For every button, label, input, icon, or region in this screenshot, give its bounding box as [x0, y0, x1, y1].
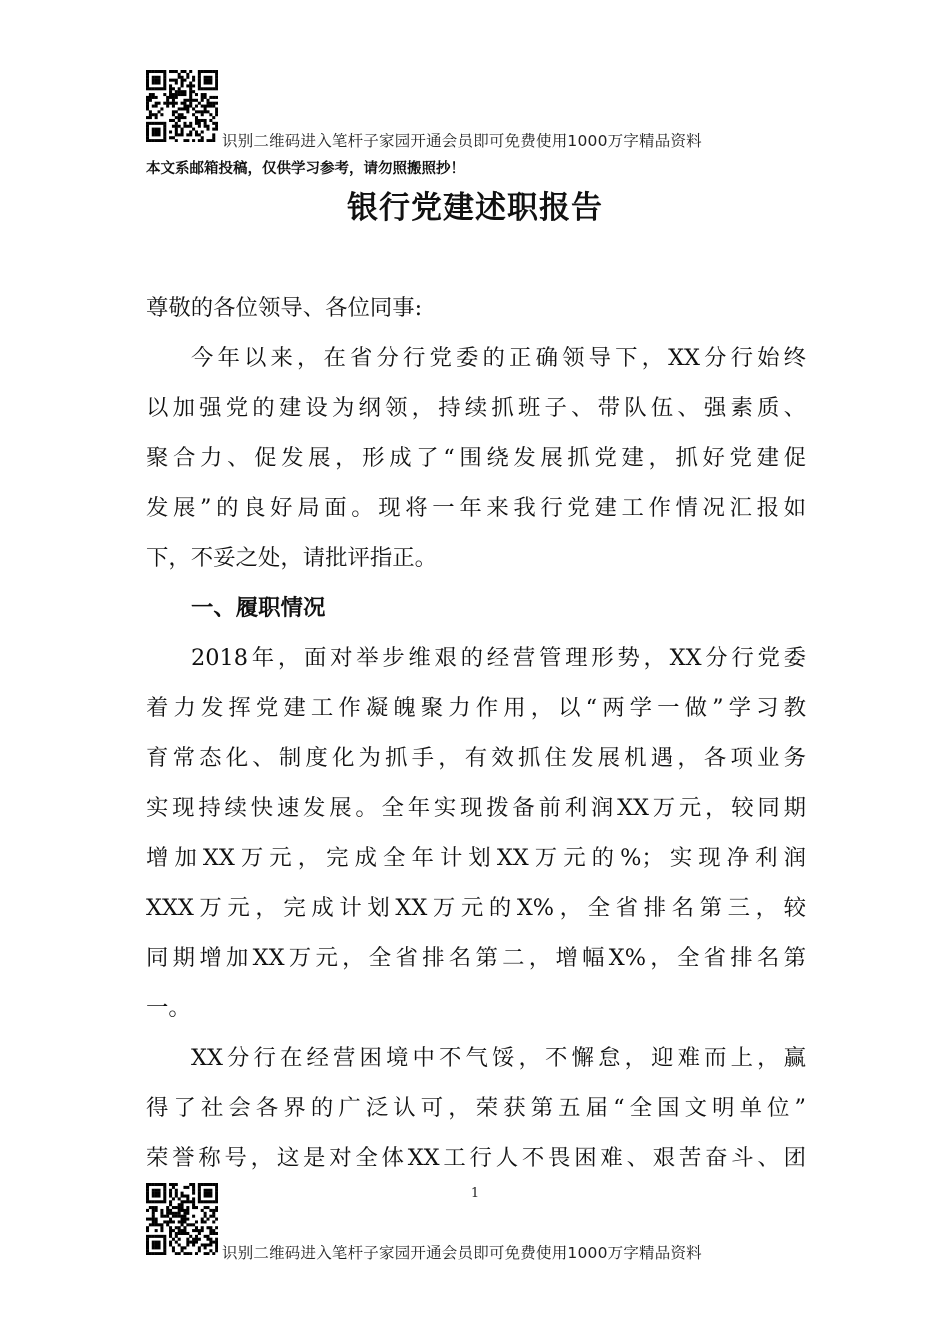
qr-code-icon [146, 1183, 218, 1255]
paragraph-line: 得了社会各界的广泛认可，荣获第五届“全国文明单位” [146, 1095, 806, 1121]
paragraph-line: 一。 [146, 995, 191, 1021]
section-heading: 一、履职情况 [191, 595, 326, 621]
footer-promo-text: 识别二维码进入笔杆子家园开通会员即可免费使用1000万字精品资料 [222, 1244, 702, 1262]
salutation-line: 尊敬的各位领导、各位同事: [146, 295, 423, 321]
paragraph-line: 增加XX万元，完成全年计划XX万元的%；实现净利润 [146, 845, 806, 871]
qr-code-icon [146, 70, 218, 142]
paragraph-line: 2018年，面对举步维艰的经营管理形势，XX分行党委 [191, 645, 806, 671]
document-title: 银行党建述职报告 [347, 190, 603, 226]
paragraph-line: 今年以来，在省分行党委的正确领导下，XX分行始终 [191, 345, 806, 371]
paragraph-line: XXX万元，完成计划XX万元的X%，全省排名第三，较 [146, 895, 806, 921]
paragraph-line: 荣誉称号，这是对全体XX工行人不畏困难、艰苦奋斗、团 [146, 1145, 806, 1171]
paragraph-line: 着力发挥党建工作凝魄聚力作用，以“两学一做”学习教 [146, 695, 806, 721]
paragraph-line: 聚合力、促发展，形成了“围绕发展抓党建，抓好党建促 [146, 445, 806, 471]
paragraph-line: 同期增加XX万元，全省排名第二，增幅X%，全省排名第 [146, 945, 806, 971]
paragraph-line: 育常态化、制度化为抓手，有效抓住发展机遇，各项业务 [146, 745, 806, 771]
paragraph-line: 以加强党的建设为纲领，持续抓班子、带队伍、强素质、 [146, 395, 806, 421]
paragraph-line: 下，不妥之处，请批评指正。 [146, 545, 438, 571]
copy-notice: 本文系邮箱投稿，仅供学习参考，请勿照搬照抄！ [146, 160, 465, 177]
paragraph-line: XX分行在经营困境中不气馁，不懈怠，迎难而上，赢 [191, 1045, 806, 1071]
header-promo-text: 识别二维码进入笔杆子家园开通会员即可免费使用1000万字精品资料 [222, 132, 702, 150]
paragraph-line: 实现持续快速发展。全年实现拨备前利润XX万元，较同期 [146, 795, 806, 821]
document-body [146, 283, 806, 1183]
paragraph-line: 发展”的良好局面。现将一年来我行党建工作情况汇报如 [146, 495, 806, 521]
page-number: 1 [470, 1186, 480, 1201]
